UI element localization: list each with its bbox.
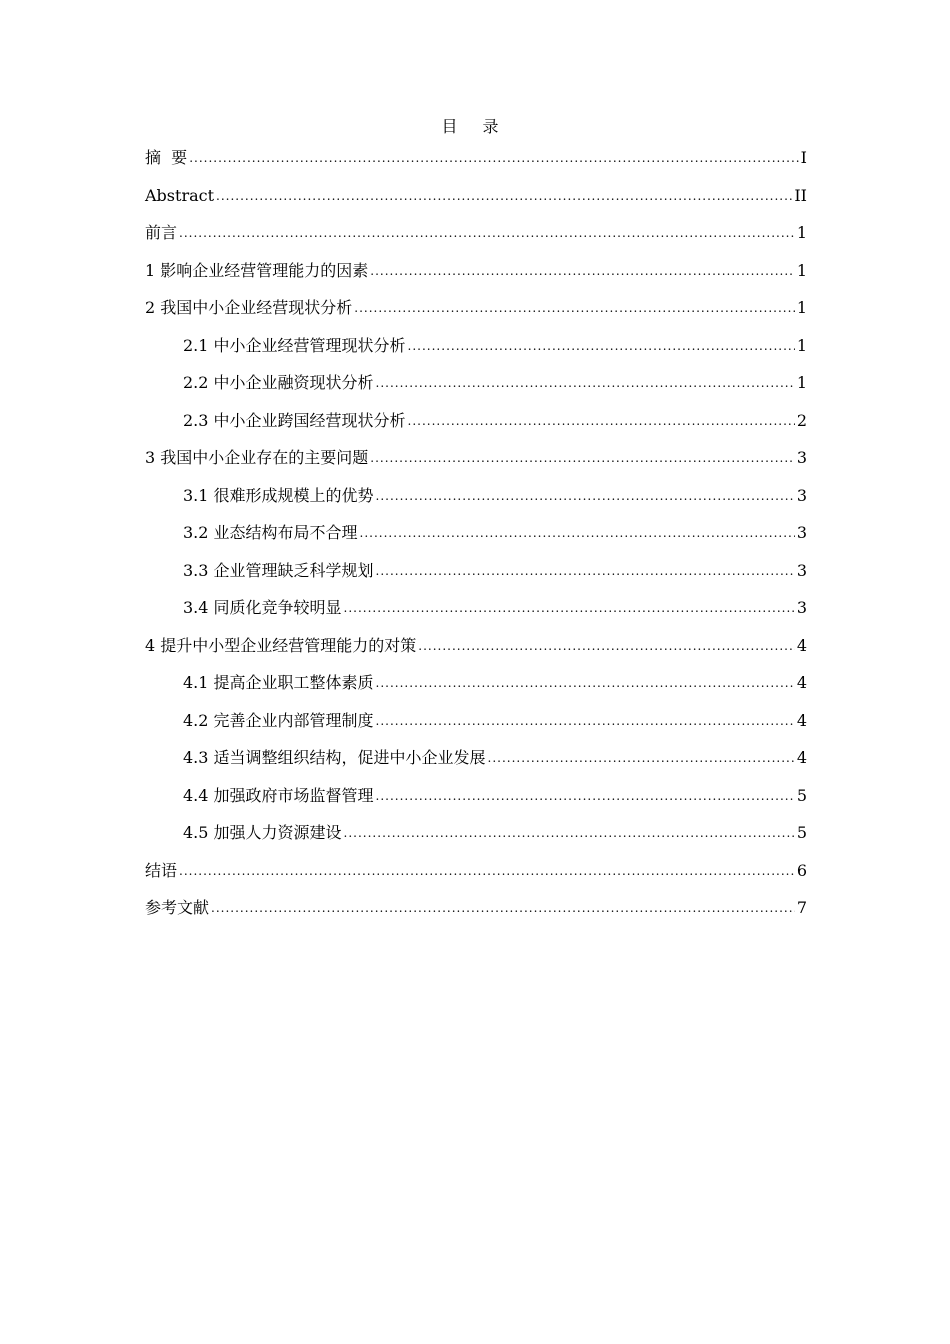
dot-leader (216, 184, 792, 207)
toc-entry[interactable] (145, 260, 807, 298)
dot-leader (354, 296, 795, 319)
toc-entry-label: 2.2 中小企业融资现状分析 (183, 373, 374, 392)
toc-entry-page: I (800, 148, 807, 167)
dot-leader (370, 446, 795, 469)
dot-leader (344, 821, 795, 844)
toc-entry[interactable] (145, 372, 807, 410)
toc-entry[interactable] (145, 597, 807, 635)
toc-entry-page: 1 (796, 298, 807, 317)
dot-leader (418, 634, 795, 657)
dot-leader (360, 521, 795, 544)
toc-entry-label: 前言 (145, 223, 178, 242)
toc-entry-page: 1 (796, 223, 807, 242)
toc-entry-page: 2 (796, 410, 807, 430)
dot-leader (376, 484, 795, 507)
toc-entry-page: 3 (796, 560, 807, 580)
toc-entry[interactable] (145, 297, 807, 335)
toc-entry-label: 4 提升中小型企业经营管理能力的对策 (145, 635, 417, 655)
dot-leader (179, 859, 795, 882)
toc-entry-label: 2.3 中小企业跨国经营现状分析 (183, 410, 406, 430)
toc-entry[interactable] (145, 897, 807, 935)
toc-entry-label: 参考文献 (145, 898, 210, 917)
toc-entry[interactable] (145, 522, 807, 560)
toc-entry[interactable] (145, 560, 807, 598)
toc-entry-page: 4 (796, 710, 807, 730)
toc-entry[interactable] (145, 410, 807, 448)
toc-entry[interactable] (145, 447, 807, 485)
toc-entry[interactable] (145, 485, 807, 523)
dot-leader (408, 409, 795, 432)
dot-leader (488, 746, 795, 769)
toc-entry[interactable] (145, 747, 807, 785)
toc-entry-label: 结语 (145, 860, 178, 880)
toc-title: 目 录 (441, 117, 509, 136)
toc-entry-page: 1 (796, 260, 807, 280)
toc-entry[interactable] (145, 185, 807, 223)
toc-entry[interactable] (145, 822, 807, 860)
dot-leader (211, 896, 795, 919)
toc-entry-label: 3.4 同质化竞争较明显 (183, 598, 342, 617)
toc-entry[interactable] (145, 335, 807, 373)
toc-entry-page: 3 (796, 448, 807, 467)
toc-entry-label: 4.1 提高企业职工整体素质 (183, 673, 374, 692)
toc-entry-page: II (794, 185, 807, 205)
dot-leader (408, 334, 795, 357)
toc-entry-page: 1 (796, 335, 807, 355)
dot-leader (370, 259, 795, 282)
toc-entry-label: 4.2 完善企业内部管理制度 (183, 710, 374, 730)
toc-entry-page: 6 (796, 860, 807, 880)
toc-entry-label: 4.3 适当调整组织结构，促进中小企业发展 (183, 748, 486, 767)
toc-entry-page: 4 (796, 748, 807, 767)
toc-entry[interactable] (145, 710, 807, 748)
dot-leader (376, 371, 795, 394)
toc-list (145, 147, 807, 935)
toc-entry[interactable] (145, 222, 807, 260)
toc-entry-label: 1 影响企业经营管理能力的因素 (145, 260, 369, 280)
toc-entry-page: 3 (796, 485, 807, 505)
toc-entry-label: 2.1 中小企业经营管理现状分析 (183, 335, 406, 355)
toc-entry-page: 4 (796, 673, 807, 692)
toc-entry-label: 4.5 加强人力资源建设 (183, 823, 342, 842)
dot-leader (376, 709, 795, 732)
toc-entry-page: 4 (796, 635, 807, 655)
toc-entry-page: 7 (796, 898, 807, 917)
toc-entry-page: 5 (796, 823, 807, 842)
toc-entry-page: 5 (796, 785, 807, 805)
toc-entry-page: 3 (796, 523, 807, 542)
toc-entry[interactable] (145, 860, 807, 898)
toc-entry[interactable] (145, 672, 807, 710)
dot-leader (376, 671, 795, 694)
toc-entry[interactable] (145, 785, 807, 823)
toc-entry-label: 2 我国中小企业经营现状分析 (145, 298, 353, 317)
toc-entry-label: 3.3 企业管理缺乏科学规划 (183, 560, 374, 580)
toc-entry-label: 3.1 很难形成规模上的优势 (183, 485, 374, 505)
dot-leader (189, 146, 798, 169)
dot-leader (179, 221, 795, 244)
toc-entry-label: 4.4 加强政府市场监督管理 (183, 785, 374, 805)
dot-leader (344, 596, 795, 619)
toc-entry-label: 3 我国中小企业存在的主要问题 (145, 448, 369, 467)
toc-entry[interactable] (145, 635, 807, 673)
toc-entry[interactable] (145, 147, 807, 185)
toc-entry-label: 摘 要 (145, 148, 188, 167)
toc-entry-label: Abstract (145, 185, 215, 205)
toc-entry-label: 3.2 业态结构布局不合理 (183, 523, 358, 542)
dot-leader (376, 559, 795, 582)
toc-entry-page: 3 (796, 598, 807, 617)
dot-leader (376, 784, 795, 807)
toc-entry-page: 1 (796, 373, 807, 392)
